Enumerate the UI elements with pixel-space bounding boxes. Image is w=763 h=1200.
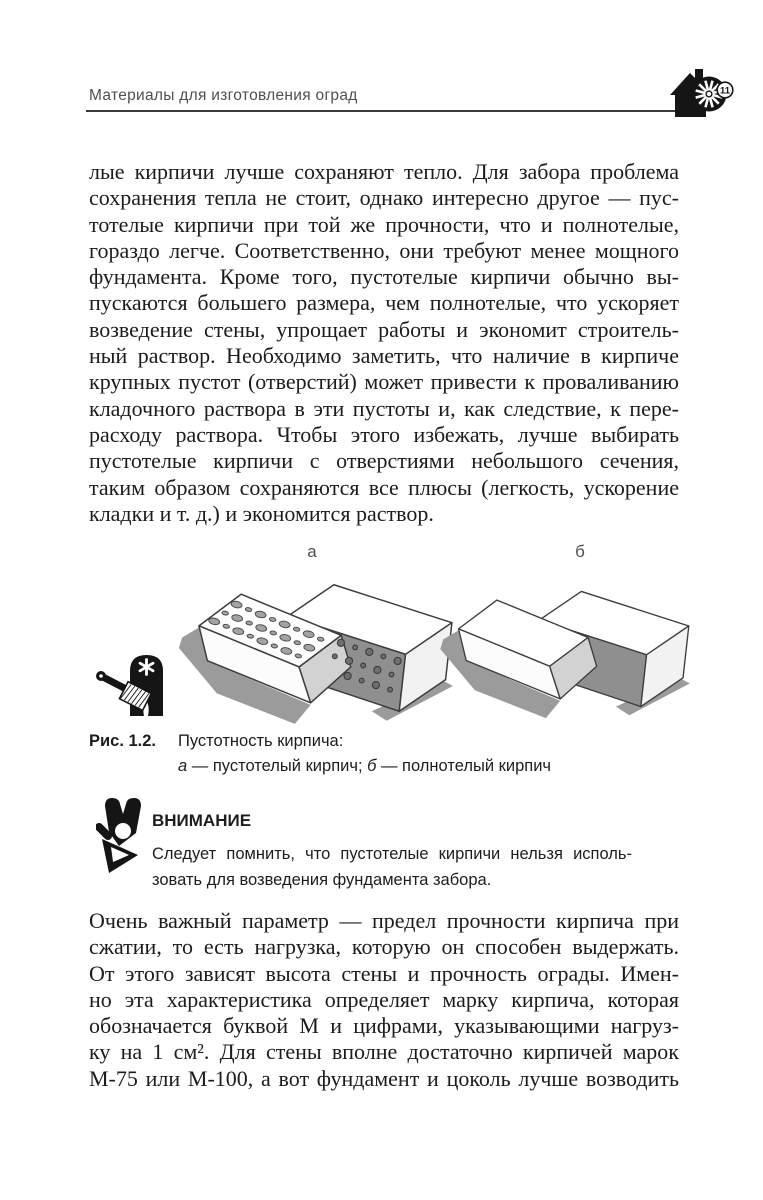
header-rule bbox=[86, 110, 690, 112]
figure-label-a: а bbox=[307, 542, 317, 561]
paragraph-1 bbox=[89, 159, 679, 527]
text-line: возведение стены, упрощает работы и экономит строитель- bbox=[89, 316, 679, 342]
text-line: пустотелые кирпичи с отверстиями небольшого сечения, bbox=[89, 448, 679, 474]
text-line: но эта характеристика определяет марку кирпича, которая bbox=[89, 986, 679, 1012]
text-line: Очень важный параметр — предел прочности кирпича при bbox=[89, 908, 679, 933]
text-line: крупных пустот (отверстий) может привести к проваливанию bbox=[89, 369, 679, 395]
text-line: обозначается буквой М и цифрами, указывающими нагруз- bbox=[89, 1013, 679, 1039]
text-line: ку на 1 см². Для стены вполне достаточно кирпичей марок bbox=[89, 1039, 679, 1065]
text-line: зовать для возведения фундамента забора. bbox=[152, 870, 492, 889]
figure-caption-legend: а — пустотелый кирпич; б — полнотелый кирпич bbox=[178, 756, 552, 775]
warning-text bbox=[152, 842, 632, 893]
figure-caption-title: Пустотность кирпича: bbox=[178, 732, 344, 750]
text-line: сохранения тепла не стоит, однако интересно другое — пус- bbox=[89, 185, 679, 211]
running-head: Материалы для изготовления оград bbox=[89, 87, 358, 104]
figure-caption-label: Рис. 1.2. bbox=[89, 732, 157, 750]
text-line: тотелые кирпичи при той же прочности, что и полнотелые, bbox=[89, 211, 679, 237]
text-line: М-75 или М-100, а вот фундамент и цоколь лучше возводить bbox=[89, 1065, 679, 1091]
hollow-bricks-illustration bbox=[174, 570, 460, 726]
text-line: От этого зависят высота стены и прочность ограды. Имен- bbox=[89, 960, 679, 986]
figure-caption bbox=[178, 729, 648, 778]
text-line: расходу раствора. Чтобы этого избежать, лучше выбирать bbox=[89, 421, 679, 447]
house-icon bbox=[668, 64, 736, 120]
solid-bricks-illustration bbox=[436, 578, 696, 720]
text-line: кладочного раствора в эти пустоты и, как следствие, к пере- bbox=[89, 395, 679, 421]
text-line: фундамента. Кроме того, пустотелые кирпичи обычно вы- bbox=[89, 264, 679, 290]
text-line: ный раствор. Необходимо заметить, что наличие в кирпиче bbox=[89, 343, 679, 369]
text-line: пускаются большего размера, чем полнотелые, что ускоряет bbox=[89, 290, 679, 316]
figure-label-b: б bbox=[575, 542, 585, 561]
text-line: сжатии, то есть нагрузка, которую он способен выдержать. bbox=[89, 934, 679, 960]
text-line: гораздо легче. Соответственно, они требуют менее мощного bbox=[89, 237, 679, 263]
trowel-warning-icon bbox=[96, 795, 152, 883]
text-line: лые кирпичи лучше сохраняют тепло. Для забора проблема bbox=[89, 159, 679, 184]
text-line: кладки и т. д.) и экономится раствор. bbox=[89, 500, 434, 526]
text-line: Следует помнить, что пустотелые кирпичи нельзя исполь- bbox=[152, 845, 632, 863]
paragraph-2 bbox=[89, 908, 679, 1092]
text-line: таким образом сохраняются все плюсы (легкость, ускорение bbox=[89, 474, 679, 500]
paintbrush-arch-icon bbox=[92, 651, 164, 719]
warning-title: ВНИМАНИЕ bbox=[152, 811, 252, 830]
page-number: 11 bbox=[719, 85, 731, 97]
